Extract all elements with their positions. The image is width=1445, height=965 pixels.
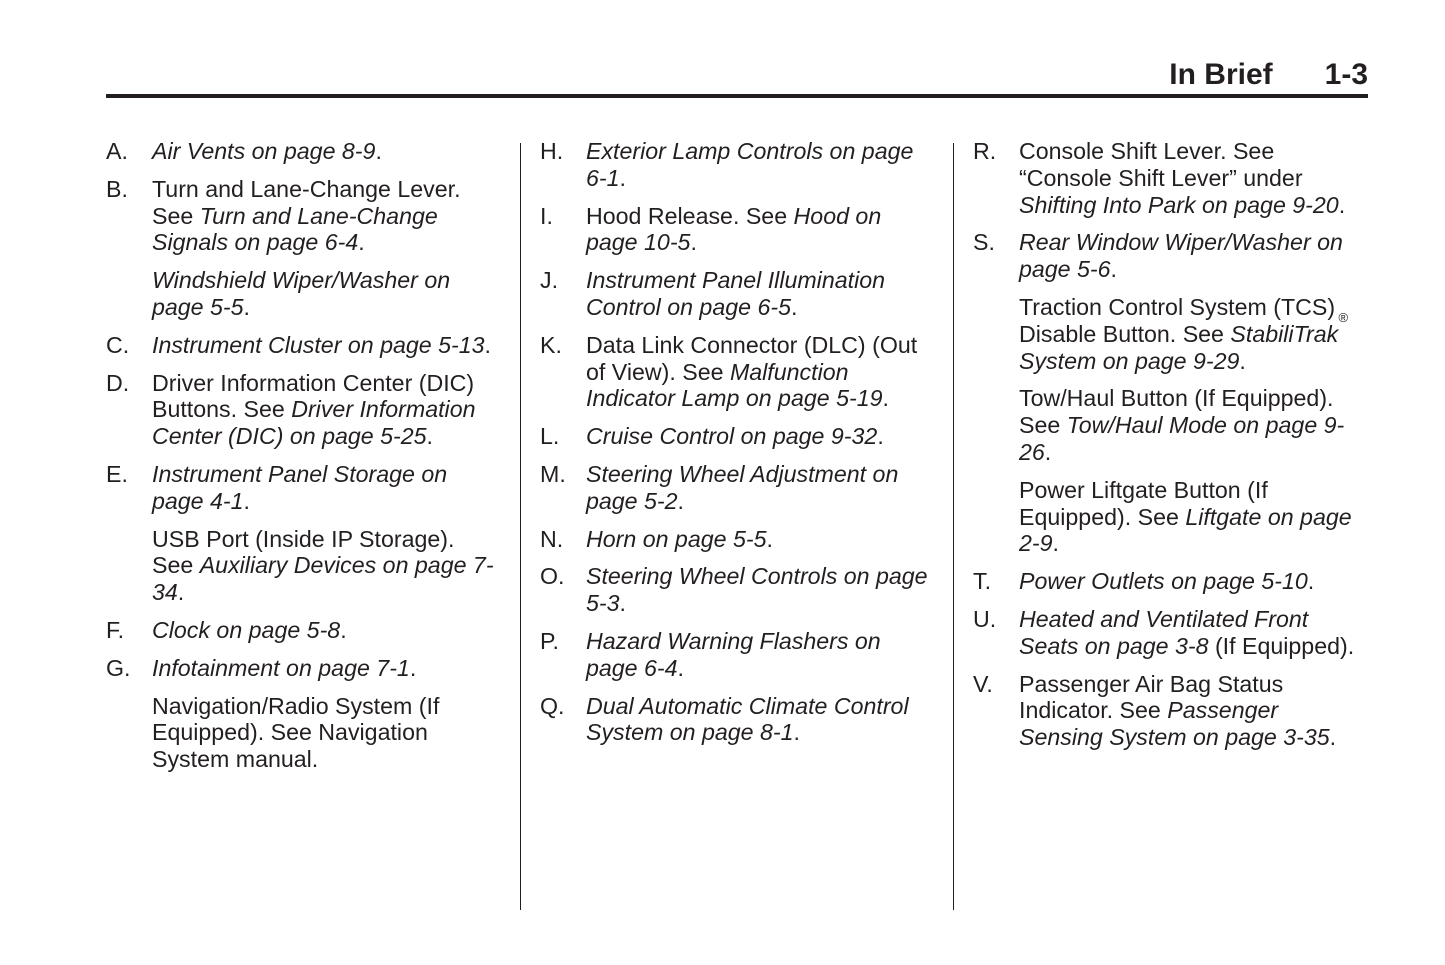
cross-reference: Power Outlets on page 5-10 (1019, 568, 1308, 595)
item-letter: J. (540, 267, 559, 294)
cross-reference-tail: System on page 9-29 (1019, 347, 1240, 374)
item-letter: H. (540, 138, 564, 164)
item-letter: M. (540, 460, 566, 487)
item-letter: C. (106, 331, 130, 358)
item-letter: F. (106, 616, 125, 643)
list-subitem: Traction Control System (TCS) Disable Button. See StabiliTrak® System on page 9-29. (1019, 293, 1348, 374)
column-divider-2 (953, 143, 954, 910)
cross-reference: Tow/Haul Mode on page 9-26 (1019, 412, 1345, 465)
cross-reference: Exterior Lamp Controls on page 6-1 (586, 138, 914, 191)
item-letter: P. (540, 627, 559, 654)
item-letter: B. (106, 175, 128, 202)
item-letter: U. (973, 605, 997, 632)
item-letter: T. (973, 568, 992, 595)
list-item-v: V. Passenger Air Bag Status Indicator. See Passenger Sensing System on page 3-35. (973, 670, 1337, 751)
list-item-n: N. Horn on page 5-5. (540, 525, 773, 552)
list-subitem: USB Port (Inside IP Storage). See Auxiliary Devices on page 7-34. (152, 525, 494, 606)
stabilitrak-name: StabiliTrak (1230, 320, 1339, 347)
item-letter: S. (973, 229, 995, 256)
item-letter: R. (973, 138, 997, 164)
cross-reference: Air Vents on page 8-9 (152, 138, 376, 164)
item-text: USB Port (Inside IP Storage). See (152, 525, 455, 579)
page-header (106, 58, 1368, 92)
item-letter: V. (973, 670, 993, 697)
list-item-m: M. Steering Wheel Adjustment on page 5-2. (540, 460, 899, 514)
list-item-j: J. Instrument Panel Illumination Control on page 6-5. (540, 267, 886, 320)
item-text: Data Link Connector (DLC) (Out of View). See (586, 331, 918, 385)
cross-reference: Passenger Sensing System on page 3-35 (1019, 697, 1330, 751)
item-letter: L. (540, 423, 560, 450)
cross-reference: Instrument Panel Illumination Control on page 6-5 (586, 267, 886, 320)
list-item-u (973, 606, 1365, 660)
cross-reference: Steering Wheel Adjustment on page 5-2 (586, 460, 899, 514)
list-item-g: G. Infotainment on page 7-1. (106, 654, 417, 681)
cross-reference: Heated and Ventilated Front Seats on page 3-8 (1019, 605, 1309, 659)
item-letter: D. (106, 369, 130, 396)
cross-reference: Infotainment on page 7-1 (152, 654, 410, 681)
cross-reference: Rear Window Wiper/Washer on page 5-6 (1019, 229, 1343, 283)
column-divider-1 (520, 143, 521, 910)
cross-reference: Malfunction Indicator Lamp on page 5-19 (586, 358, 883, 412)
list-item-k: K. Data Link Connector (DLC) (Out of View). See Malfunction Indicator Lamp on page 5-19. (540, 331, 918, 412)
cross-reference: Hazard Warning Flashers on page 6-4 (586, 627, 881, 681)
item-text: Traction Control System (TCS) Disable Button. See (1019, 293, 1336, 347)
list-item-i: I. Hood Release. See Hood on page 10-5. (540, 202, 882, 256)
cross-reference: Driver Information Center (DIC) on page 5-25 (152, 396, 476, 450)
item-text: Tow/Haul Button (If Equipped). See (1019, 385, 1334, 439)
cross-reference: Auxiliary Devices on page 7-34 (152, 552, 494, 606)
list-item-l: L. Cruise Control on page 9-32. (540, 423, 884, 450)
list-item-f: F. Clock on page 5-8. (106, 616, 347, 643)
item-letter: A. (106, 138, 128, 164)
cross-reference: Clock on page 5-8 (152, 616, 341, 643)
column-1 (106, 138, 498, 784)
list-subitem: Windshield Wiper/Washer on page 5-5. (152, 267, 451, 320)
item-text: (If Equipped). (1208, 632, 1355, 659)
list-item-r: R. Console Shift Lever. See “Console Shift Lever” under Shifting Into Park on page 9-20. (973, 138, 1346, 218)
item-letter: G. (106, 654, 131, 681)
list-subitem: Tow/Haul Button (If Equipped). See Tow/Haul Mode on page 9-26. (1019, 385, 1345, 465)
item-letter: Q. (540, 692, 565, 719)
list-subitem: Power Liftgate Button (If Equipped). See Liftgate on page 2-9. (1019, 476, 1352, 557)
cross-reference: Instrument Cluster on page 5-13 (152, 331, 485, 358)
page-number: 1-3 (1324, 58, 1368, 91)
list-item-c: C. Instrument Cluster on page 5-13. (106, 331, 491, 358)
item-text: Console Shift Lever. See “Console Shift Lever” under (1019, 138, 1303, 191)
list-item-b: B. Turn and Lane-Change Lever. See Turn and Lane-Change Signals on page 6-4. (106, 175, 461, 256)
list-item-t: T. Power Outlets on page 5-10. (973, 568, 1315, 595)
item-letter: N. (540, 525, 564, 552)
cross-reference: Turn and Lane-Change Signals on page 6-4 (152, 202, 438, 256)
cross-reference: Hood on page 10-5 (586, 202, 882, 256)
item-letter: E. (106, 460, 128, 487)
list-item-e: E. Instrument Panel Storage on page 4-1. (106, 460, 448, 514)
list-item-p: P. Hazard Warning Flashers on page 6-4. (540, 627, 881, 681)
column-3 (973, 138, 1365, 762)
list-item-q: Q. Dual Automatic Climate Control System on page 8-1. (540, 692, 909, 746)
cross-reference: Horn on page 5-5 (586, 525, 767, 552)
list-item-o: O. Steering Wheel Controls on page 5-3. (540, 563, 928, 617)
cross-reference: Liftgate on page 2-9 (1019, 503, 1352, 557)
cross-reference: Instrument Panel Storage on page 4-1 (152, 460, 448, 514)
cross-reference: Dual Automatic Climate Control System on page 8-1 (586, 692, 909, 746)
cross-reference: Windshield Wiper/Washer on page 5-5 (152, 267, 451, 320)
section-title: In Brief (1169, 58, 1273, 91)
item-text: Driver Information Center (DIC) Buttons. See (152, 369, 475, 423)
list-item-h: H. Exterior Lamp Controls on page 6-1. (540, 138, 914, 191)
list-item-a: A. Air Vents on page 8-9. (106, 138, 382, 164)
item-text: Hood Release. See (586, 202, 794, 229)
list-item-s: S. Rear Window Wiper/Washer on page 5-6. (973, 229, 1343, 283)
cross-reference: Cruise Control on page 9-32 (586, 423, 878, 450)
list-subitem (152, 693, 498, 773)
list-item-d: D. Driver Information Center (DIC) Buttons. See Driver Information Center (DIC) on page 5-25. (106, 369, 476, 450)
item-text: Passenger Air Bag Status Indicator. See (1019, 670, 1284, 724)
header-rule (106, 94, 1368, 98)
item-letter: I. (540, 202, 553, 229)
cross-reference: Steering Wheel Controls on page 5-3 (586, 563, 928, 617)
item-letter: K. (540, 331, 562, 358)
item-text: Navigation/Radio System (If Equipped). See Navigation System manual. (152, 692, 440, 773)
cross-reference: Shifting Into Park on page 9-20 (1019, 191, 1339, 218)
registered-mark: ® (1338, 309, 1348, 325)
column-2 (540, 138, 932, 757)
item-text: Power Liftgate Button (If Equipped). See (1019, 476, 1268, 530)
item-letter: O. (540, 563, 565, 590)
item-text: Turn and Lane-Change Lever. See (152, 175, 461, 229)
